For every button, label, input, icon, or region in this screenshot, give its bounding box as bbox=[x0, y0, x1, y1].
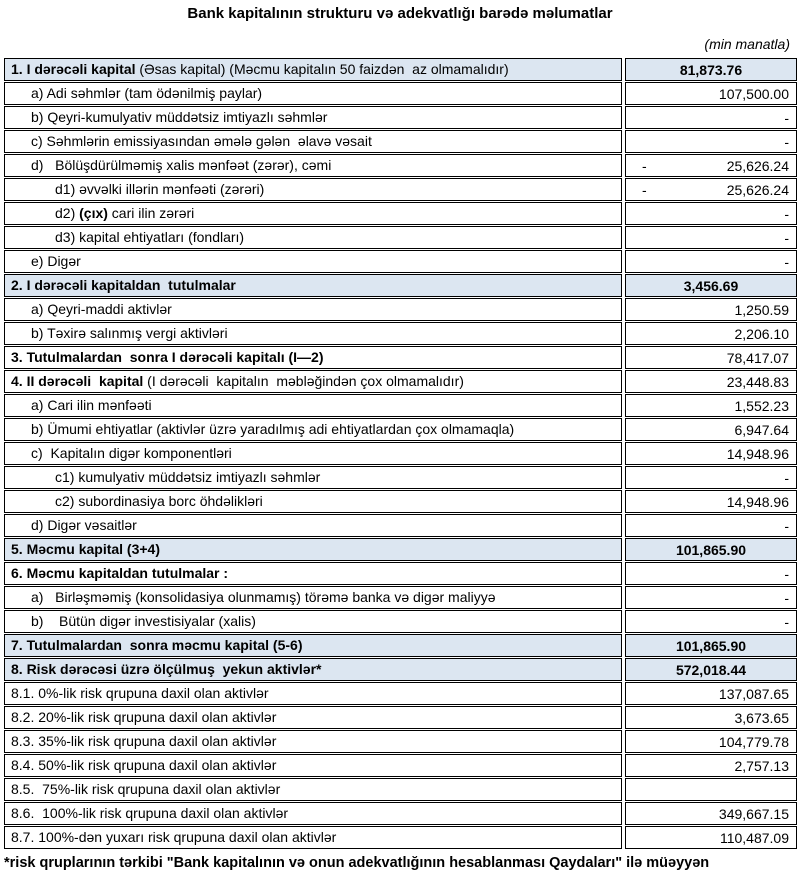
row-label-cell bbox=[4, 538, 622, 561]
row-label-cell bbox=[4, 562, 622, 585]
table-row bbox=[4, 514, 797, 537]
row-value: 1,552.23 bbox=[734, 397, 789, 414]
row-label-segment: c1) kumulyativ müddətsiz imtiyazlı səhmlər bbox=[55, 469, 321, 485]
row-label-cell bbox=[4, 178, 622, 201]
row-value: 25,626.24 bbox=[726, 181, 789, 198]
row-label-cell bbox=[4, 826, 622, 849]
row-value-cell bbox=[625, 346, 797, 369]
row-label-cell bbox=[4, 610, 622, 633]
row-value: 3,673.65 bbox=[734, 709, 789, 726]
row-label-segment: d2) bbox=[55, 205, 80, 221]
row-value: 14,948.96 bbox=[726, 445, 789, 462]
row-label-segment: b) Bütün digər investisiyalar (xalis) bbox=[31, 613, 256, 629]
row-label-cell bbox=[4, 706, 622, 729]
row-value-cell bbox=[625, 106, 797, 129]
table-row bbox=[4, 562, 797, 585]
table-row bbox=[4, 634, 797, 657]
table-row bbox=[4, 322, 797, 345]
table-row bbox=[4, 250, 797, 273]
table-row bbox=[4, 490, 797, 513]
row-value-cell bbox=[625, 706, 797, 729]
row-value-cell bbox=[625, 58, 797, 81]
row-value: 23,448.83 bbox=[726, 373, 789, 390]
row-value: 6,947.64 bbox=[734, 421, 789, 438]
row-value-cell bbox=[625, 274, 797, 297]
row-value: 137,087.65 bbox=[718, 685, 789, 702]
row-label-segment: 8. Risk dərəcəsi üzrə ölçülmuş yekun aktivlər* bbox=[11, 661, 322, 677]
table-row bbox=[4, 610, 797, 633]
table-row bbox=[4, 202, 797, 225]
row-value: 572,018.44 bbox=[675, 661, 747, 678]
table-row bbox=[4, 130, 797, 153]
row-value-cell bbox=[625, 754, 797, 777]
row-value-cell bbox=[625, 154, 797, 177]
row-value: 110,487.09 bbox=[719, 829, 789, 846]
row-value-cell bbox=[625, 682, 797, 705]
row-value-cell bbox=[625, 178, 797, 201]
row-value: - bbox=[784, 205, 789, 222]
table-row bbox=[4, 394, 797, 417]
report-title: Bank kapitalının strukturu və adekvatlığı barədə məlumatlar bbox=[187, 5, 613, 22]
row-value: 2,757.13 bbox=[734, 757, 789, 774]
row-value-cell bbox=[625, 226, 797, 249]
row-label-cell bbox=[4, 634, 622, 657]
row-label-cell bbox=[4, 130, 622, 153]
row-label-cell bbox=[4, 442, 622, 465]
row-value: 104,779.78 bbox=[718, 733, 789, 750]
row-label-cell bbox=[4, 490, 622, 513]
row-value-cell bbox=[625, 634, 797, 657]
row-label-segment: b) Təxirə salınmış vergi aktivləri bbox=[31, 325, 228, 341]
row-value-cell bbox=[625, 370, 797, 393]
row-value-cell bbox=[625, 730, 797, 753]
table-row bbox=[4, 346, 797, 369]
row-value: - bbox=[784, 565, 789, 582]
row-label-cell bbox=[4, 514, 622, 537]
row-label-segment: 8.1. 0%-lik risk qrupuna daxil olan aktivlər bbox=[11, 685, 269, 701]
row-value-cell bbox=[625, 322, 797, 345]
unit-note: (min manatla) bbox=[704, 36, 790, 52]
row-value: 14,948.96 bbox=[726, 493, 789, 510]
row-label-segment: 8.5. 75%-lik risk qrupuna daxil olan aktivlər bbox=[11, 781, 281, 797]
row-value-cell bbox=[625, 130, 797, 153]
row-label-segment: b) Qeyri-kumulyativ müddətsiz imtiyazlı səhmlər bbox=[31, 109, 328, 125]
row-label-segment: a) Cari ilin mənfəəti bbox=[31, 397, 152, 413]
row-label-cell bbox=[4, 754, 622, 777]
footnote: *risk qruplarının tərkibi "Bank kapitalının və onun adekvatlığının hesablanması Qaydaları" ilə müəyyən bbox=[4, 855, 710, 871]
row-value: 3,456.69 bbox=[683, 277, 739, 294]
row-value-cell bbox=[625, 586, 797, 609]
row-label-cell bbox=[4, 394, 622, 417]
row-label-segment: e) Digər bbox=[31, 253, 81, 269]
table-row bbox=[4, 154, 797, 177]
table-row bbox=[4, 298, 797, 321]
row-value-cell bbox=[625, 490, 797, 513]
row-label-segment: (çıx) bbox=[79, 205, 108, 221]
row-value: 107,500.00 bbox=[718, 85, 789, 102]
row-value-cell bbox=[625, 394, 797, 417]
row-value-cell bbox=[625, 202, 797, 225]
row-value-cell bbox=[625, 418, 797, 441]
row-label-segment: 1. I dərəcəli kapital bbox=[11, 61, 136, 77]
row-label-segment: 8.3. 35%-lik risk qrupuna daxil olan aktivlər bbox=[11, 733, 277, 749]
row-value: 78,417.07 bbox=[726, 349, 789, 366]
row-label-segment: 4. II dərəcəli kapital bbox=[11, 373, 144, 389]
row-label-cell bbox=[4, 322, 622, 345]
row-label-cell bbox=[4, 802, 622, 825]
row-label-segment: cari ilin zərəri bbox=[107, 205, 195, 221]
row-value-cell bbox=[625, 466, 797, 489]
table-row bbox=[4, 442, 797, 465]
row-label-segment: c) Səhmlərin emissiyasından əmələ gələn əlavə vəsait bbox=[31, 133, 372, 149]
row-value-cell bbox=[625, 610, 797, 633]
row-value: - bbox=[784, 517, 789, 534]
table-row bbox=[4, 706, 797, 729]
row-label-cell bbox=[4, 250, 622, 273]
table-row bbox=[4, 274, 797, 297]
row-value-cell bbox=[625, 778, 797, 801]
row-value: 2,206.10 bbox=[734, 325, 789, 342]
row-label-segment: 8.4. 50%-lik risk qrupuna daxil olan aktivlər bbox=[11, 757, 277, 773]
row-label-cell bbox=[4, 202, 622, 225]
row-label-segment: a) Qeyri-maddi aktivlər bbox=[31, 301, 172, 317]
row-label-segment: d) Bölüşdürülməmiş xalis mənfəət (zərər), cəmi bbox=[31, 157, 332, 173]
row-label-cell bbox=[4, 682, 622, 705]
row-label-cell bbox=[4, 730, 622, 753]
row-value: - bbox=[784, 469, 789, 486]
row-value: 1,250.59 bbox=[734, 301, 789, 318]
table-row bbox=[4, 418, 797, 441]
row-value-cell bbox=[625, 514, 797, 537]
row-value: - bbox=[784, 589, 789, 606]
row-label-cell bbox=[4, 226, 622, 249]
row-value-cell bbox=[625, 802, 797, 825]
row-label-cell bbox=[4, 346, 622, 369]
row-label-segment: a) Birləşməmiş (konsolidasiya olunmamış) törəmə banka və digər maliyyə bbox=[31, 589, 496, 605]
row-label-segment: d) Digər vəsaitlər bbox=[31, 517, 137, 533]
table-row bbox=[4, 658, 797, 681]
row-value: 101,865.90 bbox=[675, 541, 747, 558]
row-value: - bbox=[784, 109, 789, 126]
row-label-cell bbox=[4, 658, 622, 681]
row-value: - bbox=[784, 133, 789, 150]
row-value-cell bbox=[625, 538, 797, 561]
negative-sign: - bbox=[642, 157, 647, 174]
row-label-cell bbox=[4, 370, 622, 393]
row-value: 25,626.24 bbox=[726, 157, 789, 174]
row-label-segment: 2. I dərəcəli kapitaldan tutulmalar bbox=[11, 277, 236, 293]
row-label-segment: (I dərəcəli kapitalın məbləğindən çox olmamalıdır) bbox=[143, 373, 464, 389]
row-value-cell bbox=[625, 562, 797, 585]
row-label-cell bbox=[4, 58, 622, 81]
row-label-segment: 7. Tutulmalardan sonra məcmu kapital (5-6) bbox=[11, 637, 303, 653]
row-label-segment: d3) kapital ehtiyatları (fondları) bbox=[55, 229, 245, 245]
row-label-segment: d1) əvvəlki illərin mənfəəti (zərəri) bbox=[55, 181, 265, 197]
row-value: - bbox=[784, 613, 789, 630]
row-value: - bbox=[784, 229, 789, 246]
row-label-segment: (Əsas kapital) (Məcmu kapitalın 50 faizdən az olmamalıdır) bbox=[135, 61, 509, 77]
table-row bbox=[4, 730, 797, 753]
row-label-segment: c2) subordinasiya borc öhdəlikləri bbox=[55, 493, 263, 509]
row-label-segment: 3. Tutulmalardan sonra I dərəcəli kapitalı (I—2) bbox=[11, 349, 324, 365]
row-label-cell bbox=[4, 418, 622, 441]
table-row bbox=[4, 370, 797, 393]
table-row bbox=[4, 82, 797, 105]
row-label-segment: 5. Məcmu kapital (3+4) bbox=[11, 541, 161, 557]
table-row bbox=[4, 466, 797, 489]
table-row bbox=[4, 538, 797, 561]
row-value-cell bbox=[625, 298, 797, 321]
row-label-cell bbox=[4, 154, 622, 177]
row-value-cell bbox=[625, 82, 797, 105]
row-label-cell bbox=[4, 274, 622, 297]
row-value-cell bbox=[625, 250, 797, 273]
table-row bbox=[4, 778, 797, 801]
row-label-segment: c) Kapitalın digər komponentləri bbox=[31, 445, 232, 461]
row-label-cell bbox=[4, 82, 622, 105]
row-value: 349,667.15 bbox=[718, 805, 789, 822]
row-value: 101,865.90 bbox=[675, 637, 747, 654]
row-value-cell bbox=[625, 826, 797, 849]
row-label-segment: 8.7. 100%-dən yuxarı risk qrupuna daxil olan aktivlər bbox=[11, 829, 337, 845]
row-label-segment: a) Adi səhmlər (tam ödənilmiş paylar) bbox=[31, 85, 263, 101]
row-label-segment: 6. Məcmu kapitaldan tutulmalar : bbox=[11, 565, 229, 581]
row-label-cell bbox=[4, 466, 622, 489]
row-value: - bbox=[784, 253, 789, 270]
table-row bbox=[4, 826, 797, 849]
row-label-cell bbox=[4, 298, 622, 321]
table-row bbox=[4, 754, 797, 777]
row-value: 81,873.76 bbox=[679, 61, 743, 78]
table-row bbox=[4, 682, 797, 705]
row-value-cell bbox=[625, 442, 797, 465]
row-value-cell bbox=[625, 658, 797, 681]
row-label-cell bbox=[4, 586, 622, 609]
row-label-cell bbox=[4, 778, 622, 801]
negative-sign: - bbox=[642, 181, 647, 198]
row-label-cell bbox=[4, 106, 622, 129]
capital-table bbox=[4, 58, 797, 849]
table-row bbox=[4, 586, 797, 609]
table-row bbox=[4, 226, 797, 249]
row-label-segment: 8.2. 20%-lik risk qrupuna daxil olan aktivlər bbox=[11, 709, 277, 725]
row-label-segment: 8.6. 100%-lik risk qrupuna daxil olan aktivlər bbox=[11, 805, 289, 821]
table-row bbox=[4, 178, 797, 201]
table-row bbox=[4, 58, 797, 81]
row-label-segment: b) Ümumi ehtiyatlar (aktivlər üzrə yaradılmış adi ehtiyatlardan çox olmamaqla) bbox=[31, 421, 515, 437]
table-row bbox=[4, 106, 797, 129]
table-row bbox=[4, 802, 797, 825]
